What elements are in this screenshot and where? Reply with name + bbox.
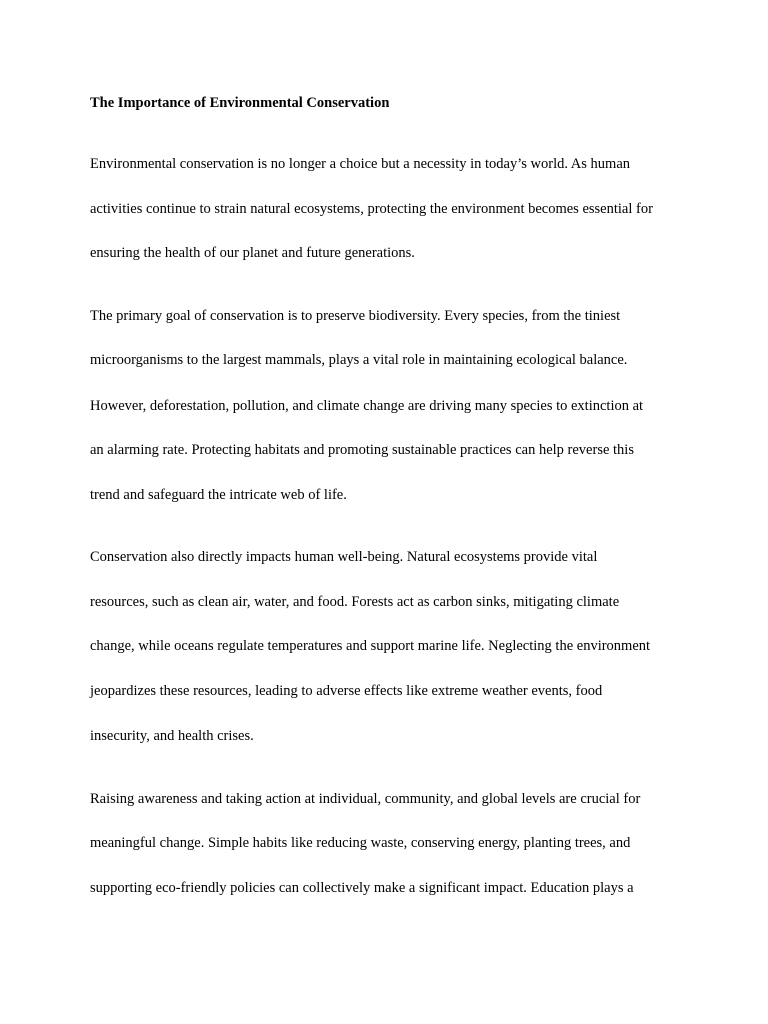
paragraph-2-line-3: However, deforestation, pollution, and climate change are driving many species to extinction at <box>90 398 644 414</box>
paragraph-2-line-1: The primary goal of conservation is to preserve biodiversity. Every species, from the tiniest <box>90 308 621 324</box>
paragraph-3-line-3: change, while oceans regulate temperatures and support marine life. Neglecting the environment <box>90 638 651 654</box>
document-title: The Importance of Environmental Conservation <box>90 95 390 111</box>
paragraph-4-line-1: Raising awareness and taking action at individual, community, and global levels are crucial for <box>90 791 641 807</box>
paragraph-1-line-1: Environmental conservation is no longer a choice but a necessity in today’s world. As human <box>90 156 631 172</box>
paragraph-4-line-2: meaningful change. Simple habits like reducing waste, conserving energy, planting trees, and <box>90 835 631 851</box>
paragraph-1-line-3: ensuring the health of our planet and future generations. <box>90 245 415 261</box>
paragraph-2-line-4: an alarming rate. Protecting habitats and promoting sustainable practices can help reverse this <box>90 442 634 458</box>
paragraph-2-line-2: microorganisms to the largest mammals, plays a vital role in maintaining ecological balance. <box>90 352 628 368</box>
paragraph-3-line-5: insecurity, and health crises. <box>90 728 254 744</box>
paragraph-3-line-1: Conservation also directly impacts human well-being. Natural ecosystems provide vital <box>90 549 598 565</box>
paragraph-2-line-5: trend and safeguard the intricate web of life. <box>90 487 347 503</box>
paragraph-3-line-2: resources, such as clean air, water, and food. Forests act as carbon sinks, mitigating climate <box>90 594 620 610</box>
paragraph-3-line-4: jeopardizes these resources, leading to adverse effects like extreme weather events, food <box>90 683 603 699</box>
paragraph-4-line-3: supporting eco-friendly policies can collectively make a significant impact. Education plays a <box>90 880 634 896</box>
paragraph-1-line-2: activities continue to strain natural ecosystems, protecting the environment becomes essential for <box>90 201 653 217</box>
